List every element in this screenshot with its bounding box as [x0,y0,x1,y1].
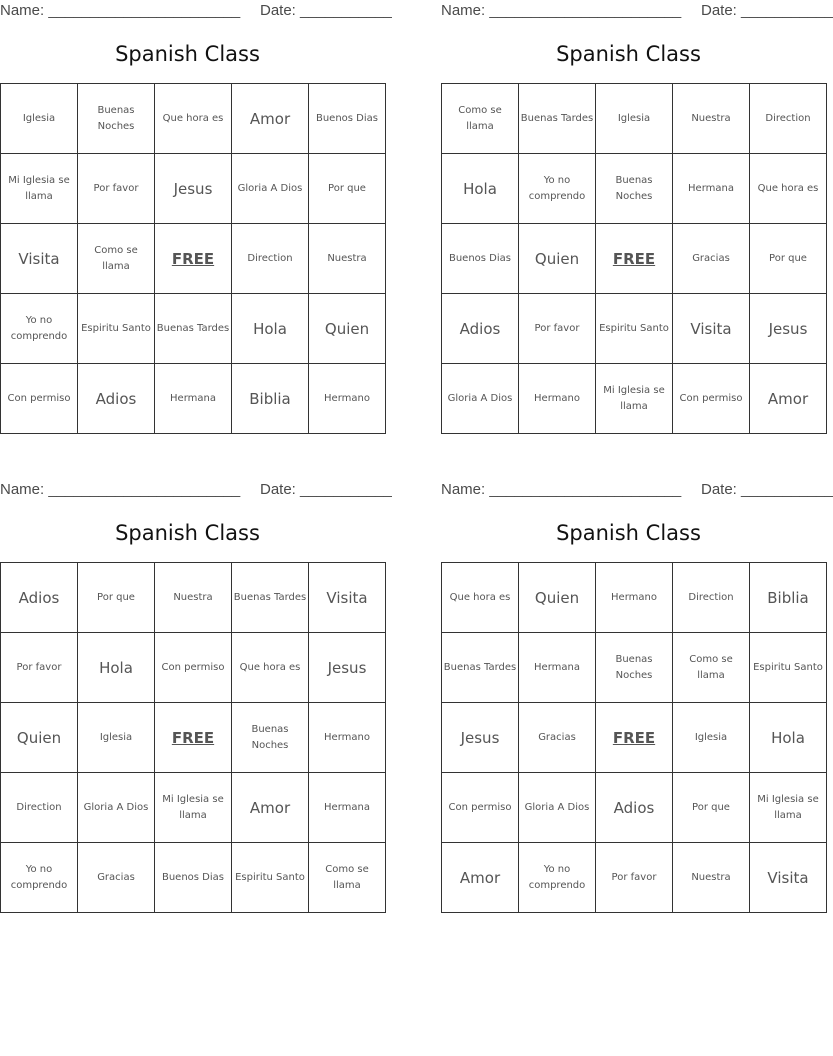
bingo-cell: Como se llama [78,224,155,294]
bingo-cell: Direction [750,84,827,154]
bingo-cell: Direction [673,563,750,633]
bingo-cell: Por que [309,154,386,224]
bingo-cell: Mi Iglesia se llama [596,364,673,434]
card-header [441,479,833,501]
grid-row [442,843,827,913]
bingo-cell: Por favor [519,294,596,364]
bingo-cell: Adios [596,773,673,843]
bingo-card-2 [441,0,833,412]
bingo-cell: Nuestra [309,224,386,294]
card-header [0,0,392,22]
bingo-cell: Gloria A Dios [78,773,155,843]
bingo-cell: Quien [519,563,596,633]
grid-row [1,633,386,703]
bingo-cell: Espiritu Santo [232,843,309,913]
bingo-cell: Buenas Tardes [519,84,596,154]
bingo-grid [0,83,386,434]
grid-row [442,364,827,434]
bingo-cell: Buenas Tardes [442,633,519,703]
bingo-cell: Jesus [442,703,519,773]
bingo-cell: Biblia [232,364,309,434]
bingo-cell: Iglesia [1,84,78,154]
grid-row [442,633,827,703]
grid-row [1,84,386,154]
bingo-cell: Buenas Tardes [232,563,309,633]
grid-row [1,294,386,364]
name-field-label: Name: _______________________ [0,2,241,19]
bingo-cell: Jesus [309,633,386,703]
grid-row [442,563,827,633]
bingo-cell: Por favor [78,154,155,224]
bingo-cell: Yo no comprendo [519,843,596,913]
bingo-cell: Gloria A Dios [442,364,519,434]
bingo-cell: Quien [519,224,596,294]
bingo-cell: Gracias [78,843,155,913]
bingo-cell: Que hora es [750,154,827,224]
bingo-cell: Hermana [309,773,386,843]
bingo-cell: Hermana [673,154,750,224]
bingo-cell: Quien [309,294,386,364]
bingo-cell: Iglesia [596,84,673,154]
grid-row [442,703,827,773]
bingo-cell: Buenos Dias [155,843,232,913]
bingo-cell: Buenas Noches [596,633,673,703]
name-field-label: Name: _______________________ [441,2,682,19]
grid-row [1,154,386,224]
bingo-cell: Hermana [519,633,596,703]
free-space-cell: FREE [596,703,673,773]
bingo-cell: Hermano [519,364,596,434]
card-title: Spanish Class [556,42,701,66]
name-field-label: Name: _______________________ [441,481,682,498]
bingo-cell: Jesus [155,154,232,224]
bingo-cell: Nuestra [673,84,750,154]
bingo-card-3 [0,479,392,891]
name-field-label: Name: _______________________ [0,481,241,498]
grid-row [442,773,827,843]
bingo-cell: Buenas Tardes [155,294,232,364]
bingo-cell: Quien [1,703,78,773]
bingo-cell: Buenas Noches [78,84,155,154]
card-header [0,479,392,501]
card-title: Spanish Class [115,521,260,545]
bingo-cell: Que hora es [232,633,309,703]
bingo-cell: Adios [78,364,155,434]
bingo-cell: Hola [442,154,519,224]
bingo-cell: Adios [1,563,78,633]
date-field-label: Date: ___________ [260,2,392,19]
bingo-cell: Gloria A Dios [519,773,596,843]
bingo-cell: Hermano [309,703,386,773]
grid-row [1,703,386,773]
bingo-cell: Por que [750,224,827,294]
date-field-label: Date: ___________ [701,2,833,19]
bingo-cell: Como se llama [673,633,750,703]
bingo-cell: Buenas Noches [596,154,673,224]
bingo-cell: Por que [673,773,750,843]
bingo-cell: Visita [1,224,78,294]
bingo-cell: Gloria A Dios [232,154,309,224]
bingo-cell: Con permiso [442,773,519,843]
bingo-cell: Yo no comprendo [1,843,78,913]
bingo-cell: Buenos Dias [442,224,519,294]
bingo-cell: Por favor [1,633,78,703]
bingo-cell: Hola [78,633,155,703]
bingo-cell: Con permiso [1,364,78,434]
bingo-cell: Mi Iglesia se llama [750,773,827,843]
grid-row [1,224,386,294]
bingo-cell: Amor [442,843,519,913]
bingo-cell: Espiritu Santo [750,633,827,703]
bingo-grid [441,562,827,913]
bingo-cell: Que hora es [155,84,232,154]
bingo-cell: Por favor [596,843,673,913]
bingo-card-1 [0,0,392,408]
bingo-cell: Hermano [309,364,386,434]
bingo-cell: Como se llama [309,843,386,913]
bingo-cell: Como se llama [442,84,519,154]
bingo-cell: Que hora es [442,563,519,633]
card-title: Spanish Class [115,42,260,66]
bingo-cell: Hola [232,294,309,364]
bingo-cell: Con permiso [155,633,232,703]
grid-row [442,84,827,154]
grid-row [1,773,386,843]
bingo-cell: Espiritu Santo [596,294,673,364]
bingo-cell: Nuestra [673,843,750,913]
bingo-grid [0,562,386,913]
grid-row [1,563,386,633]
bingo-cell: Iglesia [78,703,155,773]
bingo-cell: Buenos Dias [309,84,386,154]
bingo-cell: Buenas Noches [232,703,309,773]
date-field-label: Date: ___________ [260,481,392,498]
bingo-cell: Yo no comprendo [1,294,78,364]
card-title: Spanish Class [556,521,701,545]
bingo-cell: Direction [1,773,78,843]
grid-row [442,154,827,224]
bingo-cell: Nuestra [155,563,232,633]
bingo-cell: Mi Iglesia se llama [155,773,232,843]
bingo-card-4 [441,479,833,891]
bingo-cell: Con permiso [673,364,750,434]
bingo-cell: Hermano [596,563,673,633]
card-header [441,0,833,22]
free-space-cell: FREE [596,224,673,294]
bingo-cell: Gracias [519,703,596,773]
bingo-cell: Visita [309,563,386,633]
bingo-grid [441,83,827,434]
date-field-label: Date: ___________ [701,481,833,498]
bingo-cell: Hermana [155,364,232,434]
bingo-cell: Biblia [750,563,827,633]
grid-row [442,294,827,364]
grid-row [442,224,827,294]
bingo-cell: Jesus [750,294,827,364]
bingo-cell: Amor [232,84,309,154]
grid-row [1,843,386,913]
free-space-cell: FREE [155,703,232,773]
bingo-cell: Gracias [673,224,750,294]
bingo-cell: Visita [750,843,827,913]
bingo-cell: Mi Iglesia se llama [1,154,78,224]
grid-row [1,364,386,434]
bingo-cell: Espiritu Santo [78,294,155,364]
free-space-cell: FREE [155,224,232,294]
bingo-cell: Yo no comprendo [519,154,596,224]
bingo-cell: Por que [78,563,155,633]
bingo-cell: Adios [442,294,519,364]
bingo-cell: Direction [232,224,309,294]
bingo-cell: Hola [750,703,827,773]
bingo-cell: Visita [673,294,750,364]
bingo-cell: Amor [750,364,827,434]
bingo-cell: Amor [232,773,309,843]
bingo-cell: Iglesia [673,703,750,773]
